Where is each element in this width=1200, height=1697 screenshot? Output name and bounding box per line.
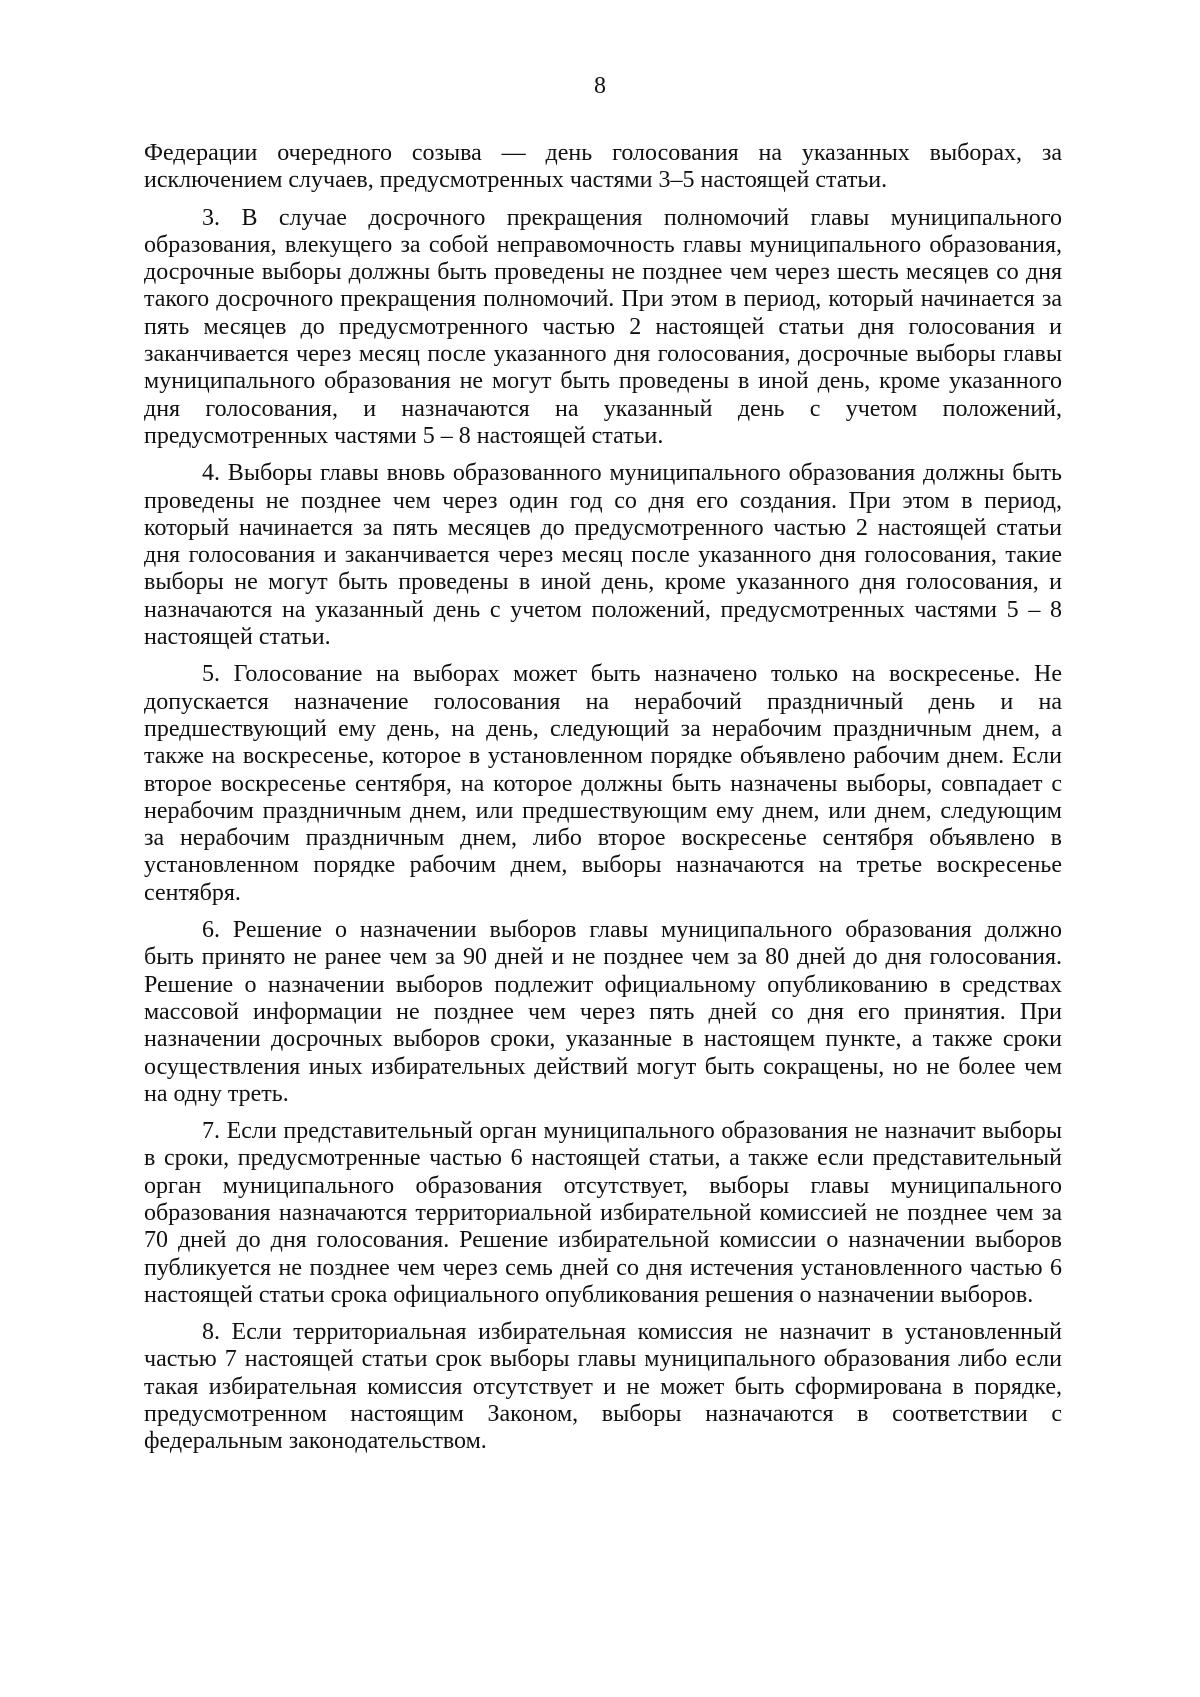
- paragraph-part-3: 3. В случае досрочного прекращения полномочий главы муниципального образования, влекущего за собой неправомочность главы муниципального образования, досрочные выборы должны быть проведены не позднее чем через шесть месяцев со дня такого досрочного прекращения полномочий. При этом в период, который начинается за пять месяцев до предусмотренного частью 2 настоящей статьи дня голосования и заканчивается через месяц после указанного дня голосования, досрочные выборы главы муниципального образования не могут быть проведены в иной день, кроме указанного дня голосования, и назначаются на указанный день с учетом положений, предусмотренных частями 5 – 8 настоящей статьи.: [144, 204, 1062, 449]
- paragraph-continuation: Федерации очередного созыва — день голосования на указанных выборах, за исключением случаев, предусмотренных частями 3–5 настоящей статьи.: [144, 140, 1062, 194]
- paragraph-part-4: 4. Выборы главы вновь образованного муниципального образования должны быть проведены не позднее чем через один год со дня его создания. При этом в период, который начинается за пять месяцев до предусмотренного частью 2 настоящей статьи дня голосования и заканчивается через месяц после указанного дня голосования, такие выборы не могут быть проведены в иной день, кроме указанного дня голосования, и назначаются на указанный день с учетом положений, предусмотренных частями 5 – 8 настоящей статьи.: [144, 460, 1062, 651]
- paragraph-part-6: 6. Решение о назначении выборов главы муниципального образования должно быть принято не ранее чем за 90 дней и не позднее чем за 80 дней до дня голосования. Решение о назначении выборов подлежит официальному опубликованию в средствах массовой информации не позднее чем через пять дней со дня его принятия. При назначении досрочных выборов сроки, указанные в настоящем пункте, а также сроки осуществления иных избирательных действий могут быть сокращены, но не более чем на одну треть.: [144, 917, 1062, 1107]
- paragraph-part-8: 8. Если территориальная избирательная комиссия не назначит в установленный частью 7 настоящей статьи срок выборы главы муниципального образования либо если такая избирательная комиссия отсутствует и не может быть сформирована в порядке, предусмотренном настоящим Законом, выборы назначаются в соответствии с федеральным законодательством.: [144, 1319, 1062, 1455]
- paragraph-part-7: 7. Если представительный орган муниципального образования не назначит выборы в сроки, предусмотренные частью 6 настоящей статьи, а также если представительный орган муниципального образования отсутствует, выборы главы муниципального образования назначаются территориальной избирательной комиссией не позднее чем за 70 дней до дня голосования. Решение избирательной комиссии о назначении выборов публикуется не позднее чем через семь дней со дня истечения установленного частью 6 настоящей статьи срока официального опубликования решения о назначении выборов.: [144, 1118, 1062, 1308]
- page-number: 8: [594, 73, 606, 99]
- document-body: [144, 140, 1062, 1466]
- paragraph-part-5: 5. Голосование на выборах может быть назначено только на воскресенье. Не допускается назначение голосования на нерабочий праздничный день и на предшествующий ему день, на день, следующий за нерабочим праздничным днем, а также на воскресенье, которое в установленном порядке объявлено рабочим днем. Если второе воскресенье сентября, на которое должны быть назначены выборы, совпадает с нерабочим праздничным днем, или предшествующим ему днем, или днем, следующим за нерабочим праздничным днем, либо второе воскресенье сентября объявлено в установленном порядке рабочим днем, выборы назначаются на третье воскресенье сентября.: [144, 661, 1062, 906]
